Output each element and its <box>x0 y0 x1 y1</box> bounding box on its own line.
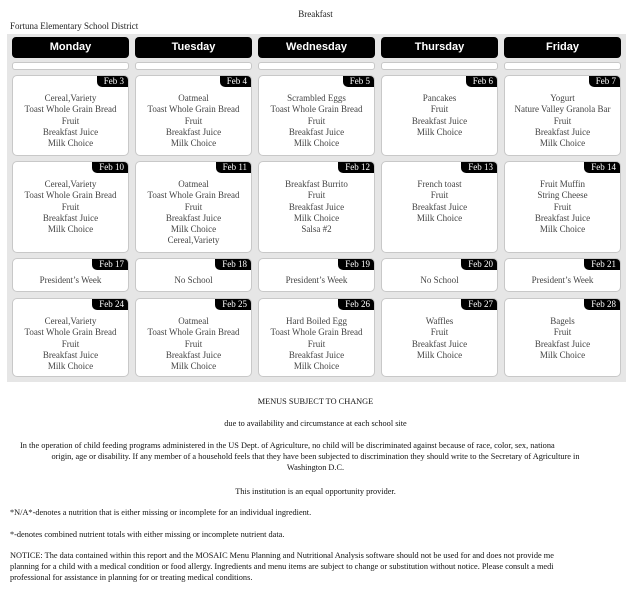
day-cell <box>258 75 375 156</box>
day-header-thursday: Thursday <box>381 37 498 58</box>
menu-item: Breakfast Juice <box>411 338 468 349</box>
notice-line-1: NOTICE: The data contained within this report and the MOSAIC Menu Planning and Nutritional Analysis software should not be used for and does not provide me <box>10 551 554 560</box>
menu-item: Cereal,Variety <box>44 316 97 326</box>
day-cell <box>135 161 252 253</box>
menu-item: Toast Whole Grain Bread <box>270 104 363 115</box>
availability-note: due to availability and circumstance at each school site <box>224 419 407 428</box>
menu-item: President’s Week <box>39 275 102 285</box>
notice-line-3: professional for assistance in planning for or treating medical conditions. <box>10 573 253 582</box>
day-cell <box>12 298 129 377</box>
menu-items <box>136 179 251 247</box>
date-badge: Feb 13 <box>461 162 497 173</box>
equal-opportunity-statement: This institution is an equal opportunity provider. <box>235 487 396 496</box>
menu-item: Milk Choice <box>416 349 463 360</box>
date-badge: Feb 26 <box>338 299 374 310</box>
day-header-wednesday: Wednesday <box>258 37 375 58</box>
menu-item: Milk Choice <box>539 349 586 360</box>
menu-item: Salsa #2 <box>301 224 332 235</box>
nondiscrimination-line-1: In the operation of child feeding programs administered in the US Dept. of Agriculture, no child will be discriminated against because of race, color, sex, nationa <box>20 441 555 450</box>
menu-items <box>505 316 620 361</box>
menu-item: Breakfast Juice <box>42 349 99 360</box>
day-header-tuesday: Tuesday <box>135 37 252 58</box>
menu-item: Fruit <box>553 327 572 338</box>
date-badge: Feb 14 <box>584 162 620 173</box>
menu-items <box>259 316 374 372</box>
menu-item: Breakfast Juice <box>42 212 99 223</box>
day-cell <box>135 258 252 292</box>
menu-item: Cereal,Variety <box>167 235 220 246</box>
menu-item: Fruit <box>61 115 80 126</box>
date-badge: Feb 12 <box>338 162 374 173</box>
menu-item: Breakfast Juice <box>288 126 345 137</box>
menu-item: Fruit Muffin <box>539 179 586 189</box>
menu-items <box>136 275 251 286</box>
menu-item: French toast <box>417 179 462 189</box>
date-badge: Feb 4 <box>220 76 251 87</box>
menu-item: Milk Choice <box>47 361 94 372</box>
menu-item: Fruit <box>307 190 326 201</box>
day-cell <box>381 75 498 156</box>
menu-item: String Cheese <box>537 190 588 201</box>
date-badge: Feb 21 <box>584 259 620 270</box>
menu-item: Cereal,Variety <box>44 93 97 103</box>
menu-item: Oatmeal <box>178 93 209 103</box>
menu-item: Breakfast Burrito <box>285 179 348 189</box>
date-badge: Feb 6 <box>466 76 497 87</box>
menu-item: Fruit <box>307 115 326 126</box>
date-badge: Feb 24 <box>92 299 128 310</box>
menu-item: Bagels <box>550 316 575 326</box>
menu-item: Breakfast Juice <box>288 201 345 212</box>
menu-items <box>13 93 128 149</box>
menu-item: Milk Choice <box>293 212 340 223</box>
menu-items <box>259 93 374 149</box>
menu-item: Breakfast Juice <box>165 349 222 360</box>
combined-nutrient-note: *-denotes combined nutrient totals with either missing or incomplete nutrient data. <box>10 530 285 539</box>
date-badge: Feb 17 <box>92 259 128 270</box>
nondiscrimination-line-3: Washington D.C. <box>286 463 345 472</box>
day-cell <box>381 298 498 377</box>
district-name: Fortuna Elementary School District <box>10 21 139 31</box>
menu-items <box>382 93 497 138</box>
menu-item: President’s Week <box>285 275 348 285</box>
empty-day-cell <box>381 62 498 70</box>
day-cell <box>258 298 375 377</box>
menu-item: Milk Choice <box>416 212 463 223</box>
date-badge: Feb 25 <box>215 299 251 310</box>
day-cell <box>381 258 498 292</box>
menus-subject-to-change: MENUS SUBJECT TO CHANGE <box>257 397 374 406</box>
menu-item: Milk Choice <box>170 361 217 372</box>
menu-item: President’s Week <box>531 275 594 285</box>
date-badge: Feb 5 <box>343 76 374 87</box>
day-cell <box>12 75 129 156</box>
day-header-friday: Friday <box>504 37 621 58</box>
menu-item: Fruit <box>184 201 203 212</box>
day-header-monday: Monday <box>12 37 129 58</box>
day-cell <box>135 75 252 156</box>
menu-items <box>505 275 620 286</box>
menu-item: Breakfast Juice <box>411 115 468 126</box>
menu-item: Hard Boiled Egg <box>286 316 347 326</box>
na-note: *N/A*-denotes a nutrition that is either missing or incomplete for an individual ingredient. <box>10 508 312 517</box>
menu-items <box>505 179 620 235</box>
date-badge: Feb 19 <box>338 259 374 270</box>
menu-item: Milk Choice <box>293 361 340 372</box>
menu-items <box>259 179 374 235</box>
day-cell <box>258 258 375 292</box>
menu-item: Toast Whole Grain Bread <box>147 327 240 338</box>
menu-item: Fruit <box>553 201 572 212</box>
menu-item: Breakfast Juice <box>288 349 345 360</box>
menu-items <box>136 93 251 149</box>
menu-items <box>382 316 497 361</box>
menu-item: Breakfast Juice <box>165 126 222 137</box>
date-badge: Feb 7 <box>589 76 620 87</box>
notice-line-2: planning for a child with a medical condition or food allergy. Ingredients and menu items are subject to change or substitution without notice. Please consult a medi <box>10 562 554 571</box>
menu-item: Breakfast Juice <box>534 338 591 349</box>
day-cell <box>504 161 621 253</box>
menu-item: No School <box>174 275 213 285</box>
menu-item: Fruit <box>553 115 572 126</box>
menu-items <box>382 179 497 224</box>
menu-items <box>136 316 251 372</box>
menu-item: Breakfast Juice <box>411 201 468 212</box>
menu-item: Fruit <box>184 115 203 126</box>
menu-item: Toast Whole Grain Bread <box>147 190 240 201</box>
nondiscrimination-line-2: origin, age or disability. If any member of a household feels that they have been subjected to discrimination they should write to the Secretary of Agriculture in <box>51 452 580 461</box>
date-badge: Feb 10 <box>92 162 128 173</box>
day-cell <box>504 258 621 292</box>
date-badge: Feb 11 <box>216 162 251 173</box>
menu-item: Oatmeal <box>178 316 209 326</box>
menu-items <box>13 316 128 372</box>
menu-item: Milk Choice <box>170 138 217 149</box>
date-badge: Feb 27 <box>461 299 497 310</box>
date-badge: Feb 20 <box>461 259 497 270</box>
menu-item: Milk Choice <box>539 138 586 149</box>
day-cell <box>381 161 498 253</box>
menu-item: Toast Whole Grain Bread <box>270 327 363 338</box>
day-cell <box>12 258 129 292</box>
menu-item: Milk Choice <box>293 138 340 149</box>
date-badge: Feb 3 <box>97 76 128 87</box>
menu-item: Fruit <box>184 338 203 349</box>
menu-items <box>259 275 374 286</box>
day-cell <box>258 161 375 253</box>
menu-item: Yogurt <box>550 93 575 103</box>
menu-item: Toast Whole Grain Bread <box>147 104 240 115</box>
menu-item: Milk Choice <box>47 224 94 235</box>
menu-item: Fruit <box>61 338 80 349</box>
menu-item: No School <box>420 275 459 285</box>
day-cell <box>504 298 621 377</box>
menu-items <box>13 275 128 286</box>
menu-item: Breakfast Juice <box>534 212 591 223</box>
menu-item: Fruit <box>61 201 80 212</box>
menu-item: Toast Whole Grain Bread <box>24 104 117 115</box>
menu-item: Scrambled Eggs <box>287 93 346 103</box>
menu-item: Fruit <box>430 190 449 201</box>
menu-item: Fruit <box>430 327 449 338</box>
menu-item: Fruit <box>307 338 326 349</box>
menu-item: Nature Valley Granola Bar <box>514 104 611 115</box>
empty-day-cell <box>504 62 621 70</box>
day-cell <box>504 75 621 156</box>
menu-items <box>13 179 128 235</box>
menu-item: Waffles <box>425 316 454 326</box>
menu-item: Breakfast Juice <box>165 212 222 223</box>
empty-day-cell <box>135 62 252 70</box>
menu-item: Toast Whole Grain Bread <box>24 327 117 338</box>
menu-item: Breakfast Juice <box>42 126 99 137</box>
menu-item: Milk Choice <box>47 138 94 149</box>
day-cell <box>12 161 129 253</box>
menu-item: Breakfast Juice <box>534 126 591 137</box>
page-title: Breakfast <box>298 9 333 19</box>
day-cell <box>135 298 252 377</box>
menu-item: Fruit <box>430 104 449 115</box>
menu-item: Oatmeal <box>178 179 209 189</box>
date-badge: Feb 18 <box>215 259 251 270</box>
menu-items <box>382 275 497 286</box>
menu-item: Toast Whole Grain Bread <box>24 190 117 201</box>
menu-item: Milk Choice <box>170 224 217 235</box>
menu-item: Milk Choice <box>416 126 463 137</box>
menu-item: Cereal,Variety <box>44 179 97 189</box>
date-badge: Feb 28 <box>584 299 620 310</box>
empty-day-cell <box>12 62 129 70</box>
empty-day-cell <box>258 62 375 70</box>
menu-item: Pancakes <box>422 93 457 103</box>
menu-items <box>505 93 620 149</box>
menu-item: Milk Choice <box>539 224 586 235</box>
